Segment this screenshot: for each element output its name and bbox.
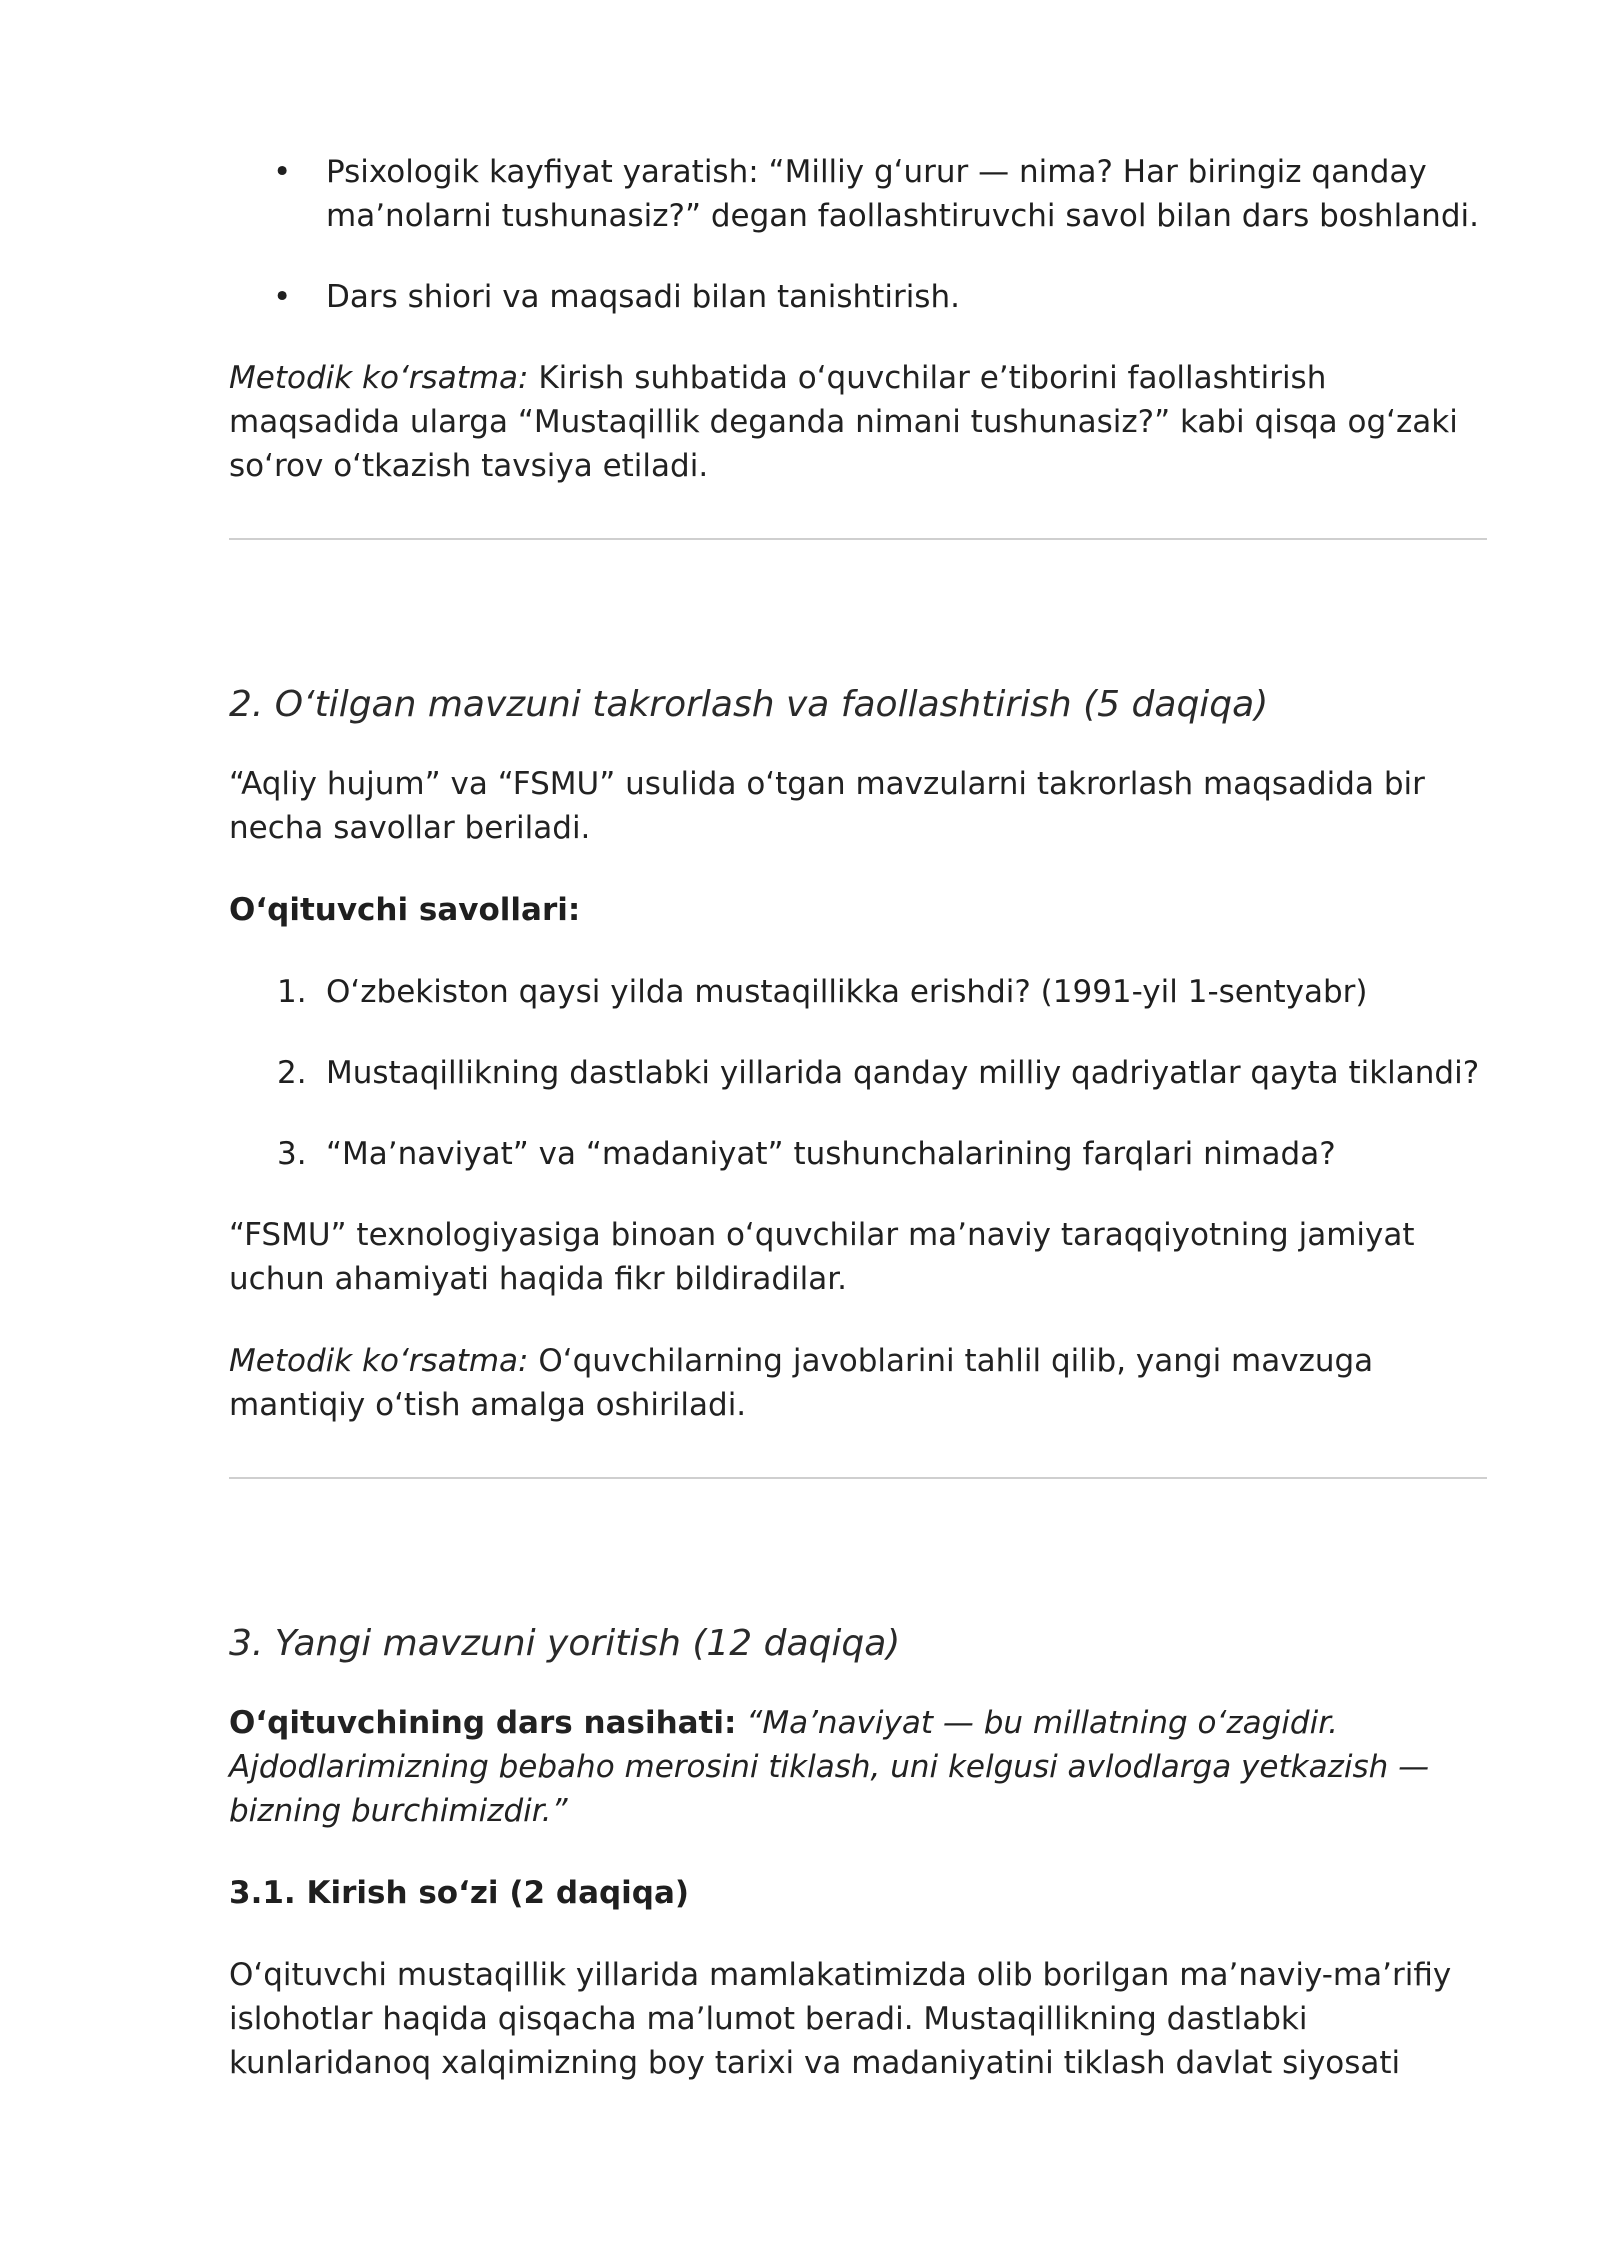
list-item: [229, 1132, 1487, 1176]
document-page: [229, 150, 1487, 2085]
section-2-intro: “Aqliy hujum” va “FSMU” usulida o‘tgan mavzularni takrorlash maqsadida bir necha savollar beriladi.: [229, 766, 1425, 846]
list-item: [229, 275, 1487, 319]
section-divider: [229, 538, 1487, 540]
note-label: Metodik ko‘rsatma:: [229, 1343, 529, 1379]
note-text: O‘quvchilarning javoblarini tahlil qilib, yangi mavzuga mantiqiy o‘tish amalga oshiriladi.: [229, 1343, 1374, 1423]
intro-bullet-list: [229, 150, 1487, 319]
bullet-text: Dars shiori va maqsadi bilan tanishtirish.: [326, 279, 960, 315]
teacher-advice: [229, 1701, 1487, 1833]
section-3-title: 3. Yangi mavzuni yoritish (12 daqiqa): [229, 1623, 901, 1664]
section-divider: [229, 1477, 1487, 1479]
list-item: [229, 970, 1487, 1014]
advice-label: O‘qituvchining dars nasihati:: [229, 1705, 737, 1741]
subsection-3-1-text: O‘qituvchi mustaqillik yillarida mamlakatimizda olib borilgan ma’naviy-ma’rifiy islohotlar haqida qisqacha ma’lumot beradi. Mustaqillikning dastlabki kunlaridanoq xalqimizning boy tarixi va madaniyatini tiklash davlat siyosati: [229, 1957, 1452, 2081]
question-text: O‘zbekiston qaysi yilda mustaqillikka erishdi? (1991-yil 1-sentyabr): [326, 974, 1368, 1010]
subsection-3-1-title: 3.1. Kirish so‘zi (2 daqiqa): [229, 1875, 690, 1911]
section-2-title: 2. O‘tilgan mavzuni takrorlash va faollashtirish (5 daqiqa): [229, 684, 1269, 725]
note-label: Metodik ko‘rsatma:: [229, 360, 529, 396]
fsmu-paragraph: “FSMU” texnologiyasiga binoan o‘quvchilar ma’naviy taraqqiyotning jamiyat uchun ahamiyati haqida fikr bildiradilar.: [229, 1217, 1415, 1297]
bullet-icon: •: [273, 279, 292, 315]
bullet-icon: •: [273, 154, 292, 190]
methodical-note-intro: [229, 356, 1487, 488]
item-number: 2.: [277, 1055, 307, 1091]
bullet-text: Psixologik kayfiyat yaratish: “Milliy g‘urur — nima? Har biringiz qanday ma’nolarni tushunasiz?” degan faollashtiruvchi savol bilan dars boshlandi.: [326, 154, 1479, 234]
item-number: 3.: [277, 1136, 307, 1172]
list-item: [229, 1051, 1487, 1095]
question-text: “Ma’naviyat” va “madaniyat” tushunchalarining farqlari nimada?: [326, 1136, 1336, 1172]
question-text: Mustaqillikning dastlabki yillarida qanday milliy qadriyatlar qayta tiklandi?: [326, 1055, 1480, 1091]
list-item: [229, 150, 1487, 238]
advice-quote: “Ma’naviyat — bu millatning o‘zagidir. Ajdodlarimizning bebaho merosini tiklash, uni kelgusi avlodlarga yetkazish — bizning burchimizdir.”: [229, 1705, 1430, 1829]
methodical-note-section-2: [229, 1339, 1487, 1427]
teacher-questions-list: [229, 970, 1487, 1176]
note-text: Kirish suhbatida o‘quvchilar e’tiborini faollashtirish maqsadida ularga “Mustaqillik deganda nimani tushunasiz?” kabi qisqa og‘zaki so‘rov o‘tkazish tavsiya etiladi.: [229, 360, 1458, 484]
item-number: 1.: [277, 974, 307, 1010]
teacher-questions-label: O‘qituvchi savollari:: [229, 892, 581, 928]
